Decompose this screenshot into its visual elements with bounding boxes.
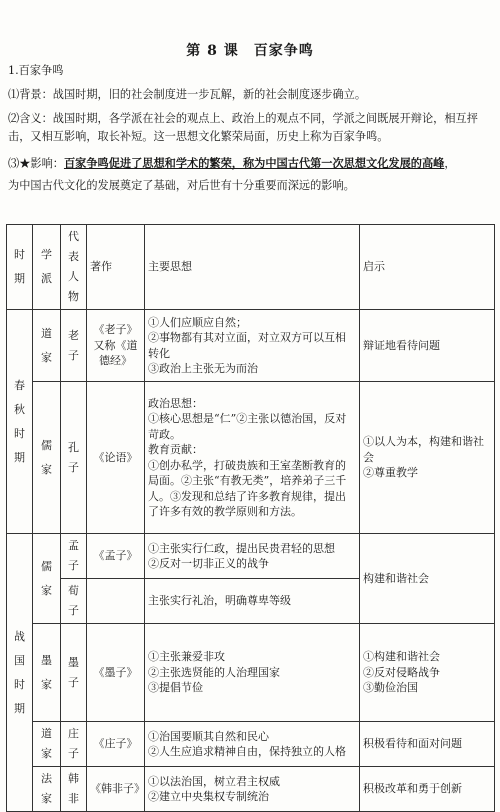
thought-xunzi: 主张实行礼治，明确尊卑等级 <box>145 579 360 624</box>
influence-text-2: 为中国古代文化的发展奠定了基础，对后世有十分重要而深远的影响。 <box>8 179 355 192</box>
work-kongzi: 《论语》 <box>87 382 145 534</box>
thought-hanfei: ①以法治国，树立君主权威 ②建立中央集权专制统治 <box>145 767 360 812</box>
section-heading: 1.百家争鸣 <box>8 64 64 77</box>
header-school: 学派 <box>33 225 61 310</box>
work-zhuangzi: 《庄子》 <box>87 722 145 767</box>
insight-hanfei: 积极改革和勇于创新 <box>360 767 495 812</box>
school-mojia: 墨家 <box>33 624 61 722</box>
insight-rujia-warring: 构建和谐社会 <box>360 534 495 624</box>
insight-mozi: ①构建和谐社会 ②反对侵略战争 ③勤俭治国 <box>360 624 495 722</box>
work-hanfei: 《韩非子》 <box>87 767 145 812</box>
person-xunzi: 荀子 <box>61 579 87 624</box>
person-laozi: 老子 <box>61 310 87 382</box>
person-mozi: 墨子 <box>61 624 87 722</box>
person-kongzi: 孔子 <box>61 382 87 534</box>
work-mozi: 《墨子》 <box>87 624 145 722</box>
meaning-text-1: ⑵含义：战国时期，各学派在社会的观点上、政治上的观点不同，学派之间既展开辩论，相互抨 <box>8 112 478 125</box>
table-row <box>7 310 495 382</box>
work-xunzi-empty <box>87 579 145 624</box>
insight-zhuangzi: 积极看待和面对问题 <box>360 722 495 767</box>
meaning-text-2: 击，又相互影响，取长补短。这一思想文化繁荣局面，历史上称为百家争鸣。 <box>8 130 389 143</box>
influence-suffix: ， <box>444 157 456 170</box>
table-row <box>7 534 495 579</box>
influence-highlight: 百家争鸣促进了思想和学术的繁荣，称为中国古代第一次思想文化发展的高峰 <box>63 156 445 170</box>
influence-text <box>8 155 492 172</box>
header-person: 代表人物 <box>61 225 87 310</box>
thought-mengzi: ①主张实行仁政，提出民贵君轻的思想 ②反对一切非正义的战争 <box>145 534 360 579</box>
work-mengzi: 《孟子》 <box>87 534 145 579</box>
schools-table <box>6 224 495 812</box>
table-row <box>7 624 495 722</box>
school-daojia-2: 道家 <box>33 722 61 767</box>
insight-laozi: 辩证地看待问题 <box>360 310 495 382</box>
table-row <box>7 382 495 534</box>
header-insight: 启示 <box>360 225 495 310</box>
insight-kongzi: ①以人为本，构建和谐社会 ②尊重教学 <box>360 382 495 534</box>
school-rujia-2: 儒家 <box>33 534 61 624</box>
school-daojia: 道家 <box>33 310 61 382</box>
period-warring-states: 战国时期 <box>7 534 33 812</box>
school-fajia: 法家 <box>33 767 61 812</box>
background-text: ⑴背景：战国时期，旧的社会制度进一步瓦解，新的社会制度逐步确立。 <box>8 88 367 101</box>
school-rujia: 儒家 <box>33 382 61 534</box>
header-thought: 主要思想 <box>145 225 360 310</box>
person-zhuangzi: 庄子 <box>61 722 87 767</box>
influence-prefix: ⑶★影响： <box>8 157 64 170</box>
thought-kongzi: 政治思想： ①核心思想是“仁”②主张以德治国，反对苛政。 教育贡献： ①创办私学，打破贵族和王室垄断教育的局面。②主张“有教无类”，培养弟子三千人。③发现和总结了许多教育规律，提出了许多有效的教学原则和方法。 <box>145 382 360 534</box>
table-row <box>7 767 495 812</box>
person-mengzi: 孟子 <box>61 534 87 579</box>
thought-zhuangzi: ①治国要顺其自然和民心 ②人生应追求精神自由，保持独立的人格 <box>145 722 360 767</box>
lesson-title: 第 8 课 百家争鸣 <box>186 43 314 59</box>
work-laozi: 《老子》又称《道德经》 <box>87 310 145 382</box>
thought-laozi: ①人们应顺应自然； ②事物都有其对立面，对立双方可以互相转化 ③政治上主张无为而治 <box>145 310 360 382</box>
thought-mozi: ①主张兼爱非攻 ②主张选贤能的人治理国家 ③提倡节俭 <box>145 624 360 722</box>
table-row <box>7 722 495 767</box>
header-period: 时期 <box>7 225 33 310</box>
table-header-row <box>7 225 495 310</box>
header-work: 著作 <box>87 225 145 310</box>
person-hanfei: 韩非 <box>61 767 87 812</box>
period-spring-autumn: 春秋时期 <box>7 310 33 534</box>
